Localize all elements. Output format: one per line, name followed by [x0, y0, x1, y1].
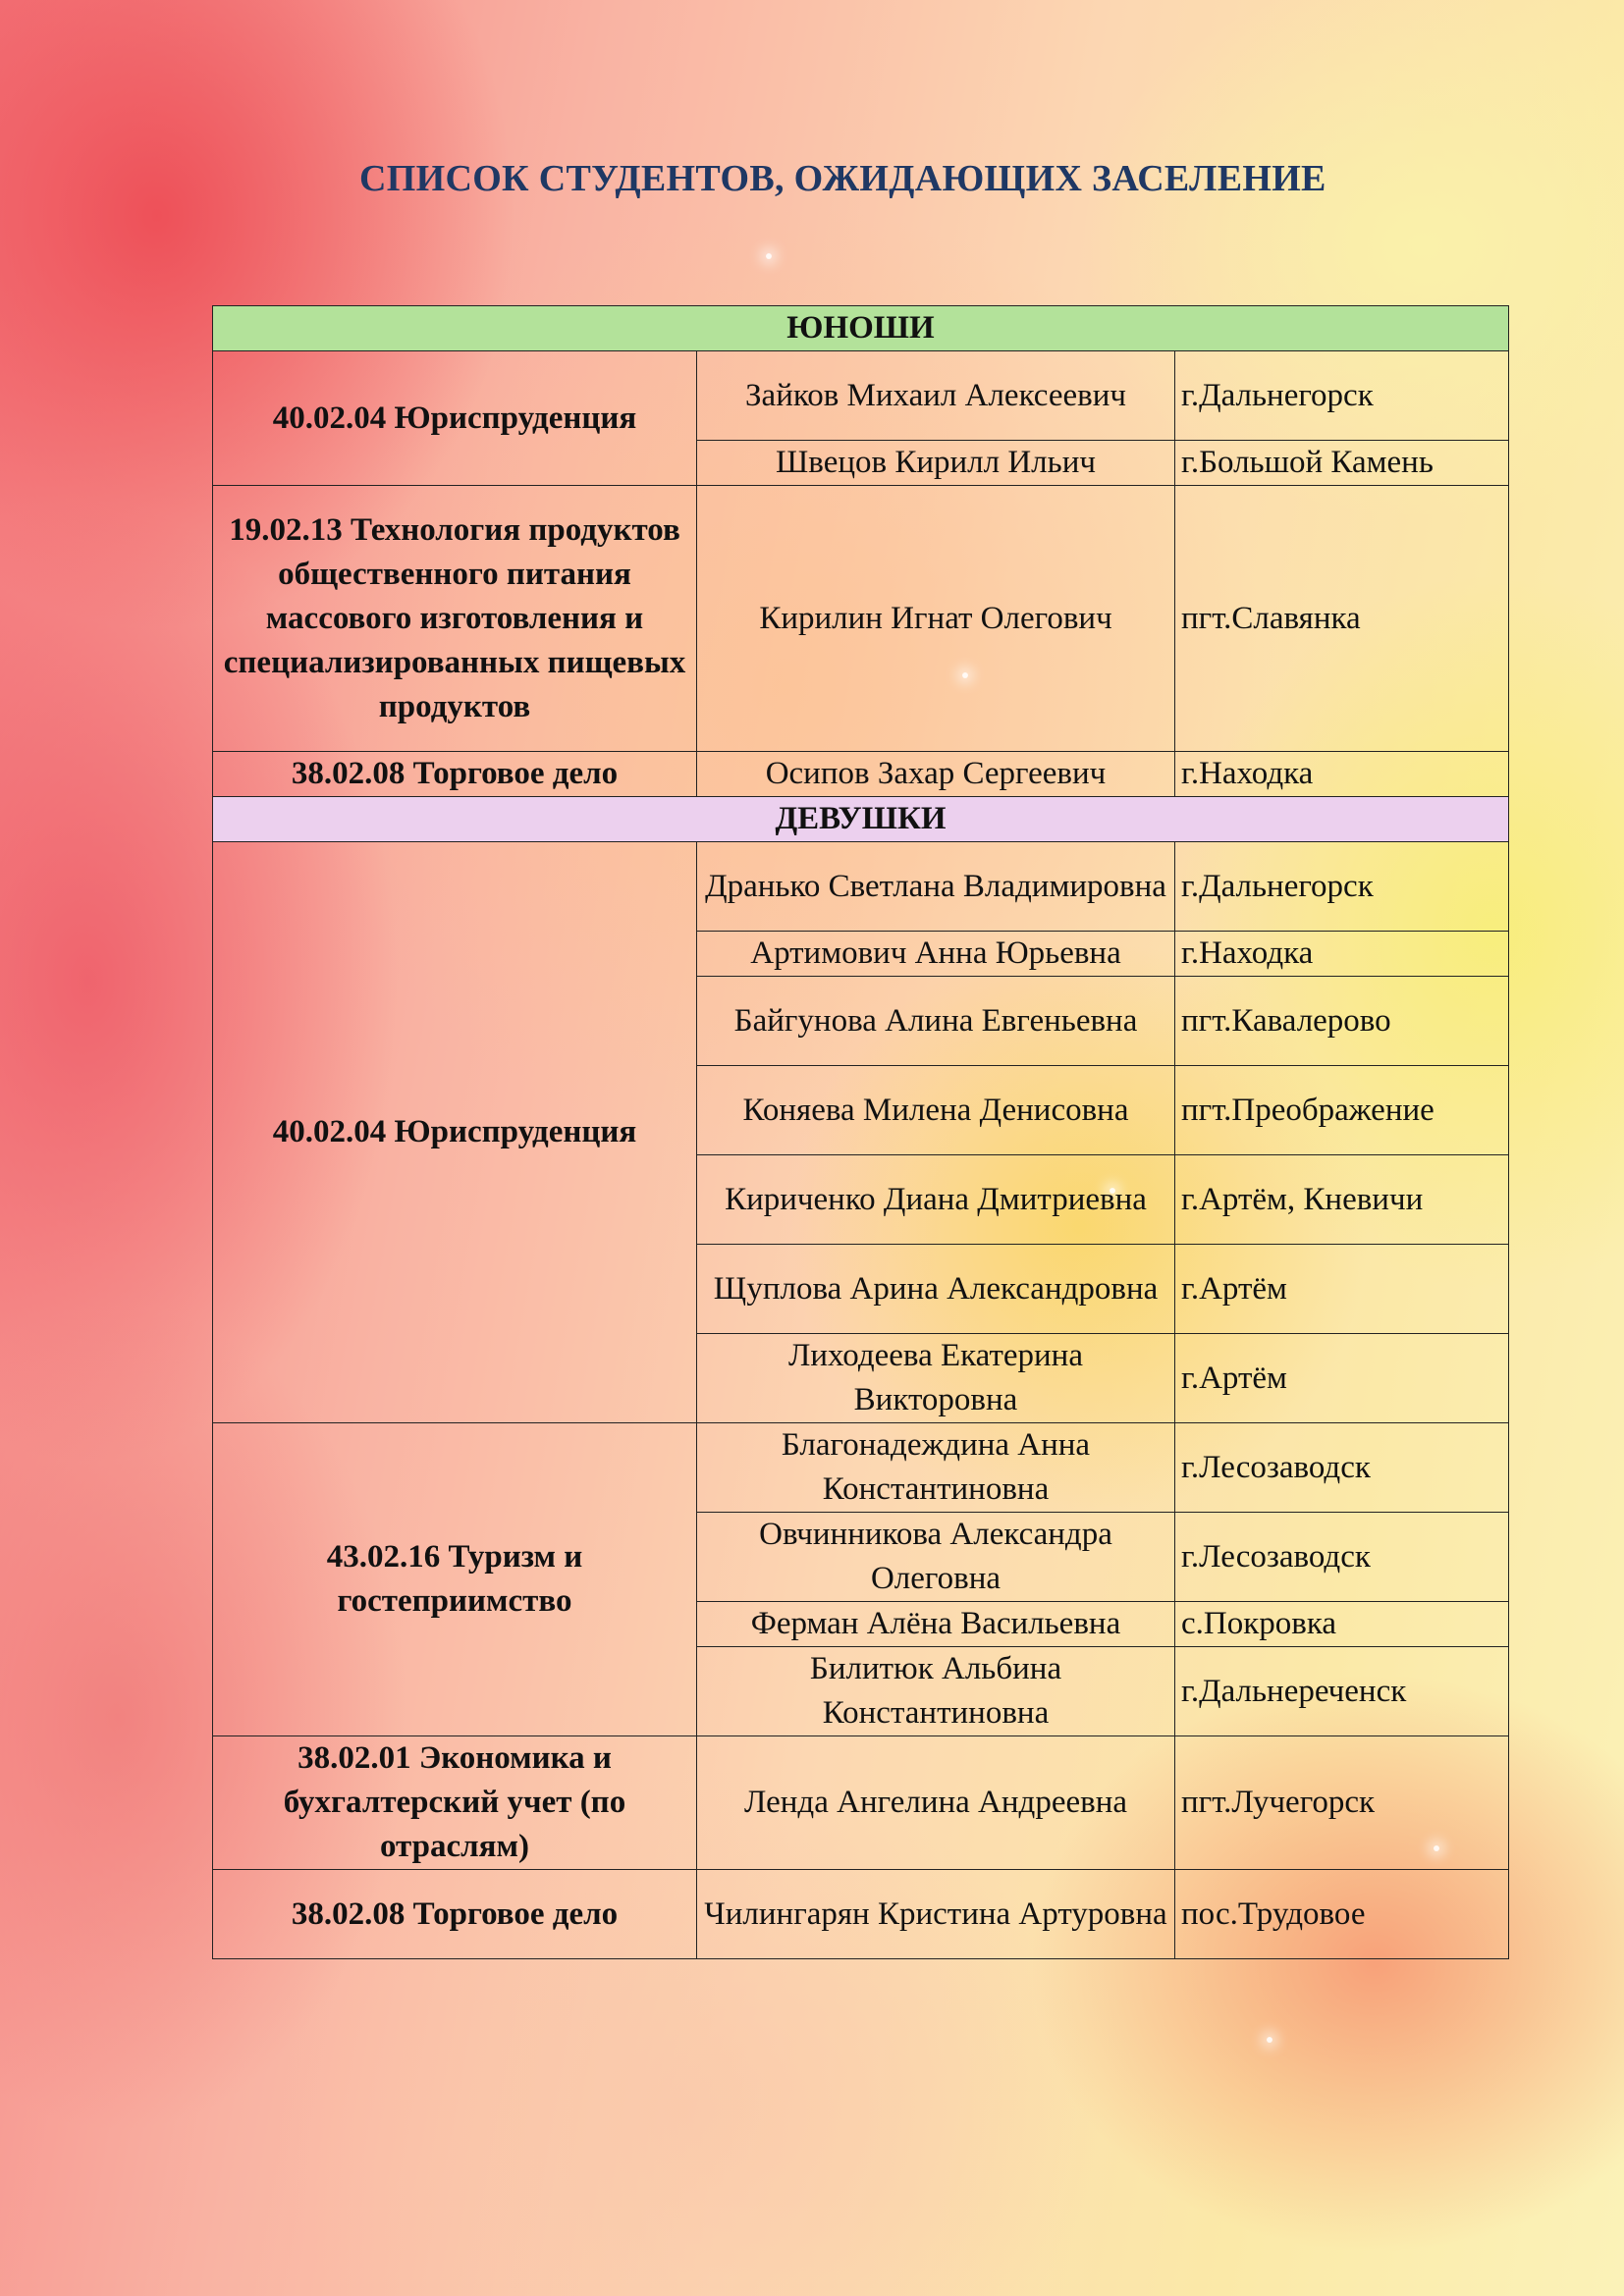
student-city: г.Дальнегорск: [1175, 842, 1509, 932]
student-name: Щуплова Арина Александровна: [697, 1245, 1175, 1334]
page-title: СПИСОК СТУДЕНТОВ, ОЖИДАЮЩИХ ЗАСЕЛЕНИЕ: [359, 158, 1326, 199]
sparkle-decoration: [1267, 2037, 1272, 2043]
student-city: г.Лесозаводск: [1175, 1513, 1509, 1602]
student-name: Коняева Милена Денисовна: [697, 1066, 1175, 1155]
section-header-row: [213, 306, 1509, 351]
student-name: Лиходеева Екатерина Викторовна: [697, 1334, 1175, 1423]
section-heading-boys: ЮНОШИ: [213, 306, 1509, 351]
student-name: Чилингарян Кристина Артуровна: [697, 1870, 1175, 1959]
student-name: Швецов Кирилл Ильич: [697, 441, 1175, 486]
student-city: пгт.Кавалерово: [1175, 977, 1509, 1066]
student-city: г.Большой Камень: [1175, 441, 1509, 486]
student-city: г.Артём: [1175, 1245, 1509, 1334]
student-city: г.Дальнереченск: [1175, 1647, 1509, 1736]
specialty-cell: 19.02.13 Технология продуктов общественного питания массового изготовления и специализированных пищевых продуктов: [213, 486, 697, 752]
student-name: Осипов Захар Сергеевич: [697, 752, 1175, 797]
student-city: г.Лесозаводск: [1175, 1423, 1509, 1513]
table-row: [213, 1423, 1509, 1513]
specialty-cell: 38.02.08 Торговое дело: [213, 1870, 697, 1959]
student-name: Билитюк Альбина Константиновна: [697, 1647, 1175, 1736]
table-row: [213, 486, 1509, 752]
specialty-cell: 40.02.04 Юриспруденция: [213, 842, 697, 1423]
section-heading-girls: ДЕВУШКИ: [213, 797, 1509, 842]
student-city: г.Артём: [1175, 1334, 1509, 1423]
student-city: г.Находка: [1175, 932, 1509, 977]
student-city: г.Находка: [1175, 752, 1509, 797]
section-header-row: [213, 797, 1509, 842]
student-name: Байгунова Алина Евгеньевна: [697, 977, 1175, 1066]
table-row: [213, 351, 1509, 441]
table-row: [213, 1736, 1509, 1870]
sparkle-decoration: [766, 253, 772, 259]
student-name: Благонадеждина Анна Константиновна: [697, 1423, 1175, 1513]
student-name: Дранько Светлана Владимировна: [697, 842, 1175, 932]
student-name: Ферман Алёна Васильевна: [697, 1602, 1175, 1647]
specialty-cell: 38.02.01 Экономика и бухгалтерский учет (по отраслям): [213, 1736, 697, 1870]
table-row: [213, 842, 1509, 932]
student-city: пгт.Славянка: [1175, 486, 1509, 752]
student-name: Зайков Михаил Алексеевич: [697, 351, 1175, 441]
table-row: [213, 1870, 1509, 1959]
student-name: Ленда Ангелина Андреевна: [697, 1736, 1175, 1870]
student-city: пос.Трудовое: [1175, 1870, 1509, 1959]
student-city: пгт.Преображение: [1175, 1066, 1509, 1155]
specialty-cell: 38.02.08 Торговое дело: [213, 752, 697, 797]
student-name: Артимович Анна Юрьевна: [697, 932, 1175, 977]
student-city: г.Дальнегорск: [1175, 351, 1509, 441]
student-city: с.Покровка: [1175, 1602, 1509, 1647]
student-city: г.Артём, Кневичи: [1175, 1155, 1509, 1245]
student-city: пгт.Лучегорск: [1175, 1736, 1509, 1870]
specialty-cell: 40.02.04 Юриспруденция: [213, 351, 697, 486]
students-table: [212, 305, 1509, 1959]
table-row: [213, 752, 1509, 797]
student-name: Кирилин Игнат Олегович: [697, 486, 1175, 752]
student-name: Овчинникова Александра Олеговна: [697, 1513, 1175, 1602]
specialty-cell: 43.02.16 Туризм и гостеприимство: [213, 1423, 697, 1736]
student-name: Кириченко Диана Дмитриевна: [697, 1155, 1175, 1245]
